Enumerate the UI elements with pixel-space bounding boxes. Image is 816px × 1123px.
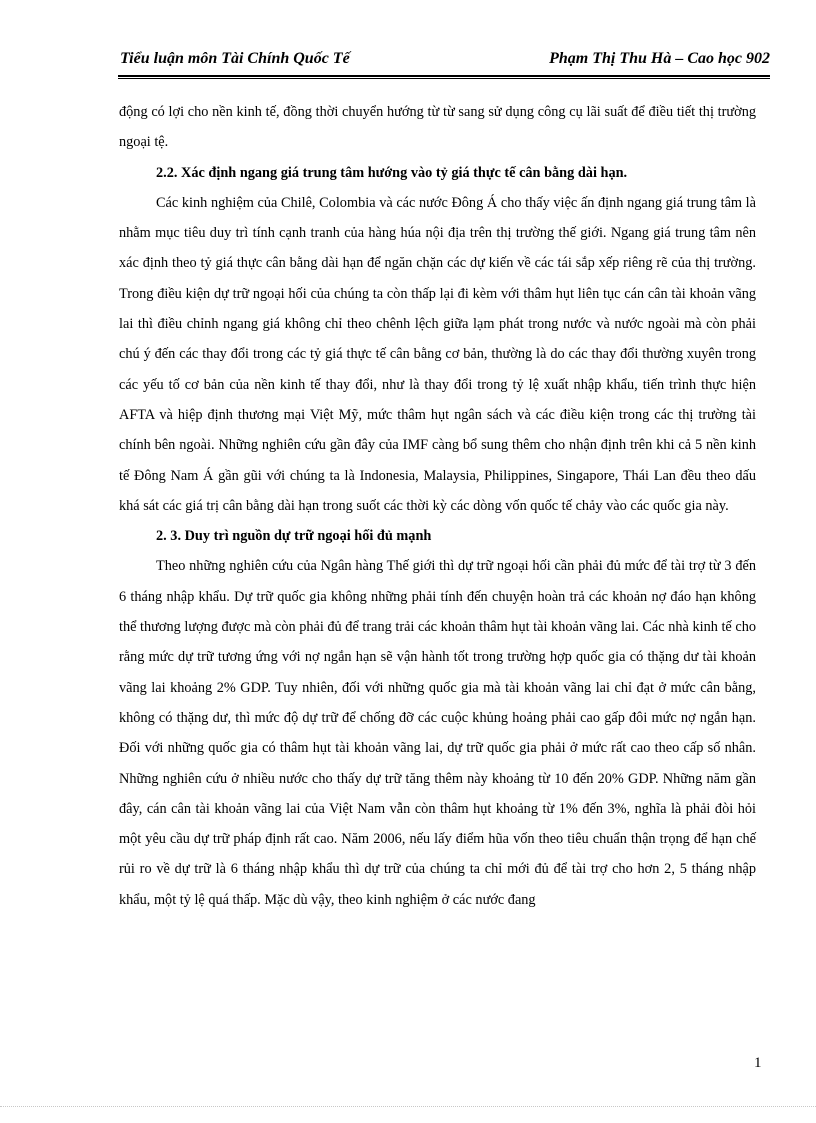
- page-number: 1: [754, 1055, 762, 1071]
- document-body: [119, 97, 756, 915]
- paragraph-central-parity: Các kinh nghiệm của Chilê, Colombia và các nước Đông Á cho thấy việc ấn định ngang giá trung tâm là nhằm mục tiêu duy trì tính cạnh tranh của hàng húa nội địa trên thị trường thế giới. Ngang giá trung tâm nên xác định theo tỷ giá thực cân bằng dài hạn để ngăn chặn các dự kiến về các tái sắp xếp riêng rẽ của thị trường. Trong điều kiện dự trữ ngoại hối của chúng ta còn thấp lại đi kèm với thâm hụt liên tục cán cân tài khoản vãng lai thì điều chỉnh ngang giá không chỉ theo chênh lệch giữa lạm phát trong nước và nước ngoài mà còn phải chú ý đến các thay đổi trong các tỷ giá thực tế cân bằng cơ bản, thường là do các thay đổi thường xuyên trong các yếu tố cơ bản của nền kinh tế thay đổi, như là thay đổi trong tỷ lệ xuất nhập khẩu, tiến trình thực hiện AFTA và hiệp định thương mại Việt Mỹ, mức thâm hụt ngân sách và các điều kiện trong các thị trường tài chính bên ngoài. Những nghiên cứu gần đây của IMF càng bổ sung thêm cho nhận định trên khi cả 5 nền kinh tế Đông Nam Á gần gũi với chúng ta là Indonesia, Malaysia, Philippines, Singapore, Thái Lan đều theo dấu khá sát các giá trị cân bằng dài hạn trong suốt các thời kỳ các dòng vốn quốc tế chảy vào các quốc gia này.: [119, 194, 756, 514]
- paragraph-reserves: Theo những nghiên cứu của Ngân hàng Thế giới thì dự trữ ngoại hối cần phải đủ mức để tài trợ từ 3 đến 6 tháng nhập khẩu. Dự trữ quốc gia không những phải tính đến chuyện hoàn trả các khoản nợ đáo hạn không thể thương lượng được mà còn phải đủ để trang trải các khoản thâm hụt tài khoản vãng lai. Các nhà kinh tế cho rằng mức dự trữ tương ứng với nợ ngắn hạn sẽ vận hành tốt trong trường hợp quốc gia có thặng dư tài khoản vãng lai khoảng 2% GDP. Tuy nhiên, đối với những quốc gia mà tài khoản vãng lai chỉ đạt ở mức cân bằng, không có thặng dư, thì mức độ dự trữ để chống đỡ các cuộc khủng hoảng phải cao gấp đôi mức nợ ngắn hạn. Đối với những quốc gia có thâm hụt tài khoản vãng lai, dự trữ quốc gia phải ở mức rất cao theo cấp số nhân. Những nghiên cứu ở nhiều nước cho thấy dự trữ tăng thêm này khoảng từ 10 đến 20% GDP. Những năm gần đây, cán cân tài khoản vãng lai của Việt Nam vẫn còn thâm hụt khoảng từ 1% đến 3%, nghĩa là phải đòi hỏi một yêu cầu dự trữ pháp định rất cao. Năm 2006, nếu lấy điểm hũa vốn theo tiêu chuẩn thận trọng để hạn chế rủi ro về dự trữ là 6 tháng nhập khẩu thì dự trữ của chúng ta chỉ mới đủ để tài trợ cho hơn 2, 5 tháng nhập khẩu, một tỷ lệ quá thấp. Mặc dù vậy, theo kinh nghiệm ở các nước đang: [119, 558, 756, 908]
- header-rule-thick: [118, 75, 770, 77]
- header-left-title: Tiểu luận môn Tài Chính Quốc Tế: [120, 50, 350, 67]
- header-right-author: Phạm Thị Thu Hà – Cao học 902: [549, 50, 770, 67]
- header-rule-thin: [118, 78, 770, 79]
- footer-divider: [0, 1106, 816, 1107]
- section-heading-2-3: 2. 3. Duy trì nguồn dự trữ ngoại hối đủ mạnh: [156, 528, 432, 545]
- page-header: [120, 50, 770, 78]
- paragraph-continuation: động có lợi cho nền kinh tế, đồng thời chuyển hướng từ từ sang sử dụng công cụ lãi suất để điều tiết thị trường ngoại tệ.: [119, 104, 756, 151]
- section-heading-2-2: 2.2. Xác định ngang giá trung tâm hướng vào tỷ giá thực tế cân bằng dài hạn.: [156, 164, 628, 181]
